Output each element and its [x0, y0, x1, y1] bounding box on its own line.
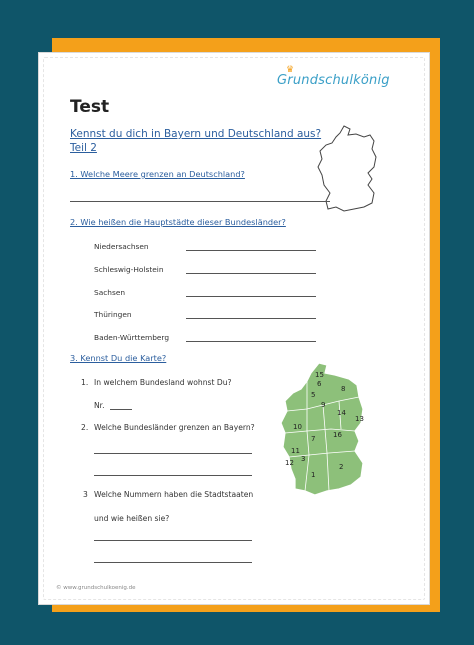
state-label: Thüringen [94, 310, 132, 319]
map-number: 12 [285, 459, 294, 467]
map-number: 10 [293, 423, 302, 431]
question-1: 1. Welche Meere grenzen an Deutschland? [70, 169, 245, 179]
map-number: 2 [339, 463, 344, 471]
brand-logo: Grundschulkönig [277, 73, 390, 88]
answer-line-state[interactable] [186, 273, 316, 274]
answer-line-state[interactable] [186, 318, 316, 319]
map-number: 9 [321, 401, 326, 409]
map-number: 6 [317, 380, 322, 388]
crown-icon: ♛ [286, 65, 295, 75]
sub-question-text: Welche Nummern haben die Stadtstaaten [94, 490, 254, 499]
answer-line-citystates[interactable] [94, 562, 252, 563]
map-number: 8 [341, 385, 346, 393]
state-label: Niedersachsen [94, 242, 149, 251]
state-label: Sachsen [94, 288, 126, 297]
question-3: 3. Kennst Du die Karte? [70, 353, 167, 363]
subtitle-line-2: Teil 2 [70, 142, 97, 154]
map-number: 13 [355, 415, 364, 423]
map-number: 15 [315, 371, 324, 379]
footer-credit: © www.grundschulkoenig.de [56, 585, 136, 591]
sub-question-text: und wie heißen sie? [94, 514, 170, 523]
map-number: 14 [337, 409, 346, 417]
sub-question-text: Welche Bundesländer grenzen an Bayern? [94, 423, 255, 432]
sub-question-number: 1. [81, 378, 89, 387]
map-number: 3 [301, 455, 306, 463]
answer-line-citystates[interactable] [94, 540, 252, 541]
sub-question-number: 2. [81, 423, 89, 432]
answer-line-state[interactable] [186, 296, 316, 297]
page-title: Test [70, 97, 110, 117]
worksheet [38, 52, 430, 605]
answer-line-nr[interactable] [110, 409, 132, 410]
answer-line-q1[interactable] [70, 201, 330, 202]
map-number: 5 [311, 391, 316, 399]
nr-label: Nr. [94, 401, 105, 410]
answer-line-state[interactable] [186, 341, 316, 342]
map-number: 1 [311, 471, 316, 479]
sub-question-number: 3 [83, 490, 88, 499]
answer-line-neighbors[interactable] [94, 475, 252, 476]
answer-line-state[interactable] [186, 250, 316, 251]
map-number: 7 [311, 435, 316, 443]
answer-line-neighbors[interactable] [94, 453, 252, 454]
map-number: 11 [291, 447, 300, 455]
germany-states-map [279, 361, 379, 501]
subtitle [70, 127, 321, 155]
state-label: Baden-Württemberg [94, 333, 170, 342]
map-number: 16 [333, 431, 342, 439]
question-2: 2. Wie heißen die Hauptstädte dieser Bundesländer? [70, 217, 286, 227]
state-label: Schleswig-Holstein [94, 265, 164, 274]
sub-question-text: In welchem Bundesland wohnst Du? [94, 378, 232, 387]
subtitle-line-1: Kennst du dich in Bayern und Deutschland aus? [70, 128, 322, 140]
